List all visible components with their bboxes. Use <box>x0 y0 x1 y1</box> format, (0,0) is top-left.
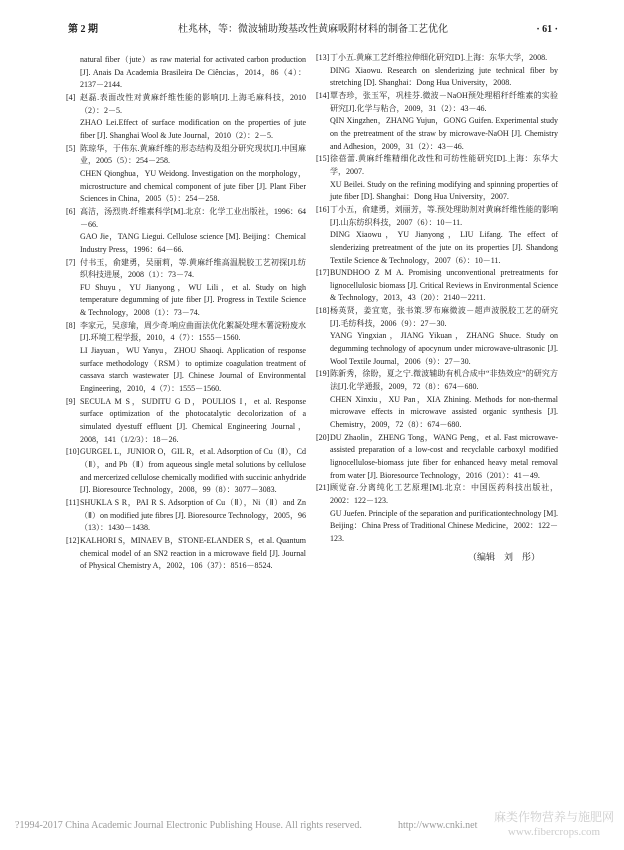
reference-text-en: YANG Yingxian，JIANG Yikuan，ZHANG Shuce. Study on degumming technology of apocynum under microwave-ultrasonic [J]. Wool Textile Journal，2006（9）：27－30. <box>330 331 558 366</box>
issue-label: 第 2 期 <box>68 24 98 35</box>
reference-text-en: QIN Xingzhen，ZHANG Yujun，GONG Guifen. Experimental study on the pretreatment of the straw by microwave-NaOH [J]. Chemistry and Adhesion，2009，31（2）：43－46. <box>330 116 558 151</box>
reference-text-en: ZHAO Lei.Effect of surface modification on the properties of jute fiber [J]. Shanghai Wool & Jute Journal，2010（2）：2－5. <box>80 118 306 140</box>
reference-number: [18] <box>316 306 330 316</box>
reference-number: [21] <box>316 483 330 493</box>
reference-number: [20] <box>316 432 330 442</box>
reference-text-en: GU Juefen. Principle of the separation and purificationtechnology [M]. Beijing：China Press of Traditional Chinese Medicine，2002：122－123. <box>330 508 558 543</box>
reference-number: [12] <box>66 535 80 545</box>
reference-text-en: GURGEL L，JUNIOR O，GIL R，et al. Adsorption of Cu（Ⅱ），Cd（Ⅱ），and Pb（Ⅱ）from aqueous single metal solutions by cellulose and mercerized cellulose chemically modified with succinic anhydride [J]. Bioresource Technology，2008，99（8）：3077－3083. <box>80 447 306 495</box>
reference-item <box>66 535 306 573</box>
reference-number: [11] <box>66 497 80 507</box>
reference-text-cn: 高洁，汤烈贵.纤维素科学[M].北京：化学工业出版社，1996：64－66. <box>80 206 306 229</box>
reference-number: [7] <box>66 257 76 267</box>
cnki-url: http://www.cnki.net <box>398 820 478 831</box>
reference-text-cn: 付书玉，俞建勇，吴丽莉，等.黄麻纤维高温脱胶工艺初探[J].纺织科技进展，2008（1）：73－74. <box>80 257 306 280</box>
running-title: 杜兆林，等：微波辅助羧基改性黄麻吸附材料的制备工艺优化 <box>178 24 448 35</box>
reference-text-en: KALHORI S，MINAEV B，STONE-ELANDER S，et al. Quantum chemical model of an SN2 reaction in a microwave field [J]. Journal of Physical Chemistry A，2002，106（37）：8516－8524. <box>80 535 306 571</box>
reference-number: [15] <box>316 154 330 164</box>
reference-text-en: BUNDHOO Z M A. Promising unconventional pretreatments for lignocellulosic biomass [J]. Critical Reviews in Environmental Science & Technology，2013，43（20）：2140－2211. <box>330 268 558 303</box>
reference-text-cn: 徐蓓蕾.黄麻纤维精细化改性和可纺性能研究[D].上海：东华大学，2007. <box>330 154 558 176</box>
editor-note: （编辑 刘 彤） <box>467 551 540 562</box>
reference-text-en: XU Beilei. Study on the refining modifying and spinning properties of jute fiber [D]. Shanghai：Dong Hua University，2007. <box>330 179 558 202</box>
reference-number: [6] <box>66 206 76 216</box>
reference-item <box>66 497 306 535</box>
reference-item <box>66 143 306 206</box>
reference-text-en: DING Xiaowu. Research on slenderizing jute technical fiber by stretching [D]. Shanghai：Dong Hua University，2008. <box>330 65 558 88</box>
reference-text-en: LI Jiayuan，WU Yanyu，ZHOU Shaoqi. Application of response surface methodology（RSM）to optimize coagulation treatment of cassava starch wastewater [J]. Chinese Journal of Environmental Engineering，2010，4（7）：1555－1560. <box>80 346 306 394</box>
reference-item <box>316 482 558 545</box>
reference-number: [8] <box>66 320 76 330</box>
reference-number: [9] <box>66 396 76 406</box>
reference-number: [16] <box>316 204 330 214</box>
copyright-notice: ?1994-2017 China Academic Journal Electronic Publishing House. All rights reserved. <box>15 820 362 831</box>
page-number: · 61 · <box>536 24 558 35</box>
reference-item <box>66 257 306 320</box>
reference-text-cn: 陈新秀，徐盼，夏之宁.微波辅助有机合成中“非热效应”的研究方法[J].化学通报，2009，72（8）：674－680. <box>330 369 558 392</box>
reference-number: [17] <box>316 268 330 278</box>
reference-text-cn: 顾觉奋.分离纯化工艺原理[M].北京：中国医药科技出版社，2002：122－123. <box>330 483 558 505</box>
reference-text-en: SHUKLA S R，PAI R S. Adsorption of Cu（Ⅱ），Ni（Ⅱ）and Zn（Ⅱ）on modified jute fibres [J]. Bioresource Technology，2005，96（13）：1430－1438. <box>80 497 306 533</box>
reference-item <box>316 432 558 483</box>
reference-item <box>316 153 558 204</box>
reference-item <box>316 267 558 305</box>
running-header <box>68 23 558 37</box>
reference-text-cn: 杨英贤，姜宜宽，张书策.罗布麻微波－超声波脱胶工艺的研究[J].毛纺科技，2006（9）：27－30. <box>330 306 558 328</box>
reference-text-cn: 覃杏珍，张玉军，巩桂芬.微波－NaOH预处理稻秆纤维素的实验研究[J].化学与粘合，2009，31（2）：43－46. <box>330 90 558 113</box>
reference-text-cn: 丁小五.黄麻工艺纤维拉伸细化研究[D].上海：东华大学，2008. <box>330 53 548 62</box>
reference-text-en: GAO Jie，TANG Liegui. Cellulose science [M]. Beijing：Chemical Industry Press，1996：64－66. <box>80 232 306 254</box>
reference-text-cn: 陈琼华，于伟东.黄麻纤维的形态结构及组分研究现状[J].中国麻业，2005（5）：254－258. <box>80 143 306 166</box>
reference-item <box>66 54 306 92</box>
reference-text-en: CHEN Qionghua，YU Weidong. Investigation on the morphology，microstructure and chemical component of jute fiber [J]. Plant Fiber Sciences in China，2005（5）：254－258. <box>80 168 306 204</box>
reference-item <box>66 396 306 447</box>
references-left-column <box>66 54 306 573</box>
reference-number: [10] <box>66 447 80 457</box>
reference-number: [13] <box>316 53 330 62</box>
reference-text-en: CHEN Xinxiu，XU Pan，XIA Zhining. Methods for non-thermal microwave effects in microwave assisted organic synthesis [J]. Chemistry，2009，72（8）：674－680. <box>330 394 558 430</box>
reference-item <box>316 305 558 368</box>
reference-item <box>66 92 306 143</box>
watermark <box>490 810 618 839</box>
reference-item <box>316 90 558 153</box>
reference-text-cn: 李家元，吴彦瑜，周少奇.响应曲面法优化絮凝处理木薯淀粉废水[J].环境工程学报，2010，4（7）：1555－1560. <box>80 320 306 343</box>
reference-text-cn: 赵磊.表面改性对黄麻纤维性能的影响[J].上海毛麻科技，2010（2）：2－5. <box>80 92 306 115</box>
reference-text-en: DING Xiaowu，YU Jianyong，LIU Lifang. The effect of slenderizing pretreatment of the jute on its properties [J]. Shandong Textile Science & Technology，2007（6）：10－11. <box>330 230 558 265</box>
reference-item <box>316 204 558 267</box>
watermark-site-name: 麻类作物营养与施肥网 <box>493 810 614 824</box>
reference-item <box>66 446 306 497</box>
reference-item <box>316 368 558 431</box>
references-right-column <box>316 52 558 564</box>
reference-text-en: natural fiber（jute）as raw material for activated carbon production [J]. Anais Da Academia Brasileira De Ciências，2014，86（4）：2137－2144. <box>80 55 306 90</box>
reference-number: [14] <box>316 90 330 100</box>
reference-item <box>316 52 558 90</box>
watermark-site-url: www.fibercrops.com <box>507 826 601 838</box>
reference-number: [19] <box>316 369 330 379</box>
reference-text-cn: 丁小五，俞建勇，刘丽芳，等.预处理助剂对黄麻纤维性能的影响[J].山东纺织科技，2007（6）：10－11. <box>330 204 558 227</box>
reference-item <box>66 206 306 257</box>
reference-number: [5] <box>66 143 76 153</box>
reference-item <box>66 320 306 396</box>
reference-text-en: FU Shuyu，YU Jianyong，WU Lili，et al. Study on high temperature degumming of jute fiber [J]. Progress in Textile Science & Technology，2008（1）：73－74. <box>80 282 306 318</box>
reference-number: [4] <box>66 92 76 102</box>
reference-text-en: DU Zhaolin，ZHENG Tong，WANG Peng，et al. Fast microwave-assisted preparation of a low-cost and recyclable carboxyl modified lignocellulose-biomass jute fiber for enhanced heavy metal removal from water [J]. Bioresource Technology，2016（201）：41－49. <box>330 432 558 480</box>
reference-text-en: SECULA M S，SUDITU G D，POULIOS I，et al. Response surface optimization of the photocatalytic decolorization of a simulated dyestuff effluent [J]. Chemical Engineering Journal，2008，141（1/2/3）：18－26. <box>80 396 306 444</box>
